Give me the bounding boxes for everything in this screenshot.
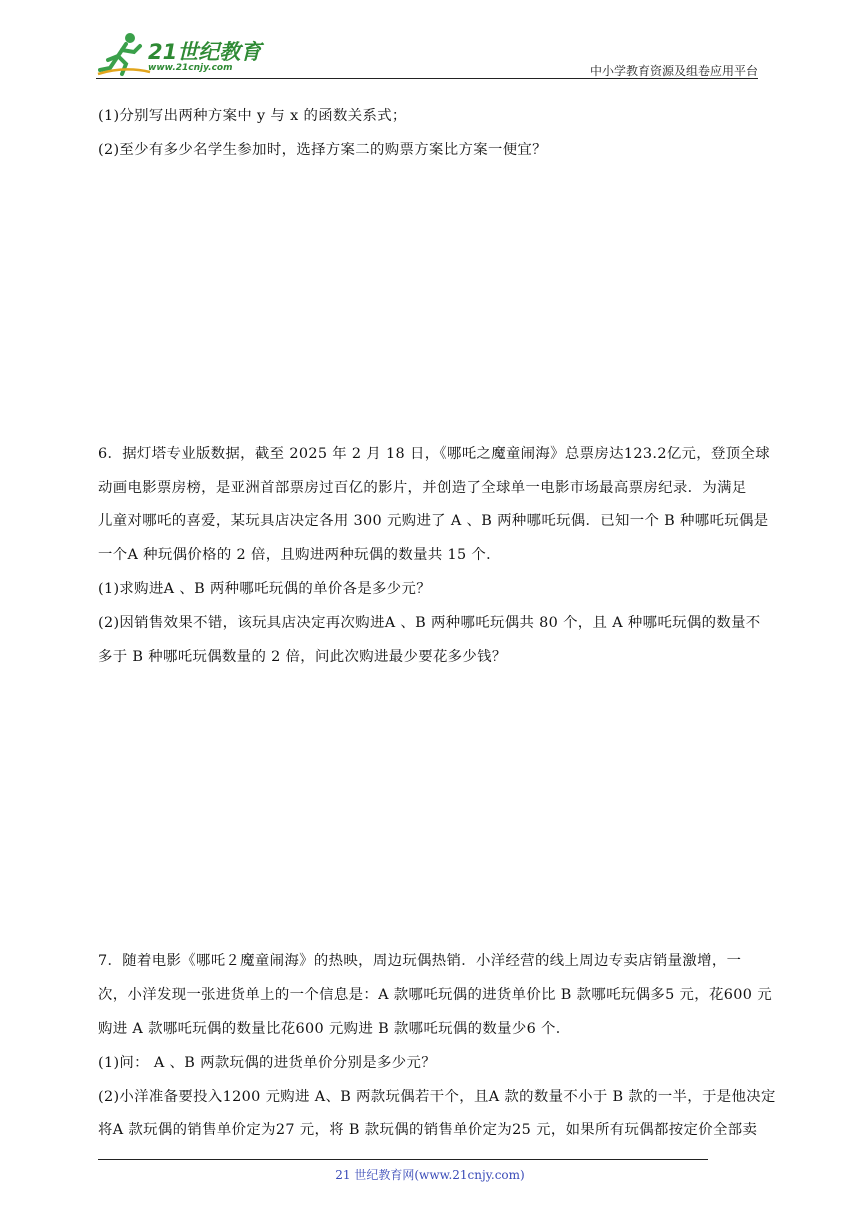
question-6-part-1: (1)求购进A 、B 两种哪吒玩偶的单价各是多少元？	[98, 581, 432, 597]
question-7-line: 次，小洋发现一张进货单上的一个信息是：A 款哪吒玩偶的进货单价比 B 款哪吒玩偶多5 元，花600 元	[98, 987, 772, 1003]
question-7-part-1: (1)问： A 、B 两款玩偶的进货单价分别是多少元？	[98, 1055, 436, 1071]
footer-divider	[98, 1159, 708, 1160]
question-7-line: 7．随着电影《哪吒２魔童闹海》的热映，周边玩偶热销．小洋经营的线上周边专卖店销量激增，一	[98, 953, 742, 969]
question-6-line: 一个A 种玩偶价格的 2 倍，且购进两种玩偶的数量共 15 个．	[98, 547, 501, 563]
question-7-part-2: (2)小洋准备要投入1200 元购进 A、B 两款玩偶若干个，且A 款的数量不小于 B 款的一半，于是他决定	[98, 1089, 776, 1105]
logo-text: 21世纪教育	[148, 40, 262, 64]
platform-title: 中小学教育资源及组卷应用平台	[589, 64, 758, 78]
question-6-line: 动画电影票房榜，是亚洲首部票房过百亿的影片，并创造了全球单一电影市场最高票房纪录．为满足	[98, 480, 747, 496]
question-7-part-2: 将A 款玩偶的销售单价定为27 元，将 B 款玩偶的销售单价定为25 元，如果所有玩偶都按定价全部卖	[98, 1122, 758, 1138]
question-6-part-2: 多于 B 种哪吒玩偶数量的 2 倍，问此次购进最少要花多少钱？	[98, 649, 507, 665]
site-logo	[96, 30, 266, 78]
runner-icon	[96, 30, 152, 78]
page-header	[96, 30, 758, 78]
question-7-line: 购进 A 款哪吒玩偶的数量比花600 元购进 B 款哪吒玩偶的数量少6 个．	[98, 1021, 571, 1037]
question-6-line: 6．据灯塔专业版数据，截至 2025 年 2 月 18 日，《哪吒之魔童闹海》总票房达123.2亿元，登顶全球	[98, 446, 771, 462]
logo-url: www.21cnjy.com	[148, 63, 233, 73]
question-6-part-2: (2)因销售效果不错，该玩具店决定再次购进A 、B 两种哪吒玩偶共 80 个，且 A 种哪吒玩偶的数量不	[98, 615, 761, 631]
text-line: (1)分别写出两种方案中 y 与 x 的函数关系式；	[98, 108, 407, 124]
header-divider	[96, 78, 758, 79]
text-line: (2)至少有多少名学生参加时，选择方案二的购票方案比方案一便宜？	[98, 142, 547, 158]
question-6-line: 儿童对哪吒的喜爱，某玩具店决定各用 300 元购进了 A 、B 两种哪吒玩偶．已知一个 B 种哪吒玩偶是	[98, 513, 769, 529]
page-footer: 21 世纪教育网(www.21cnjy.com)	[335, 1168, 525, 1182]
